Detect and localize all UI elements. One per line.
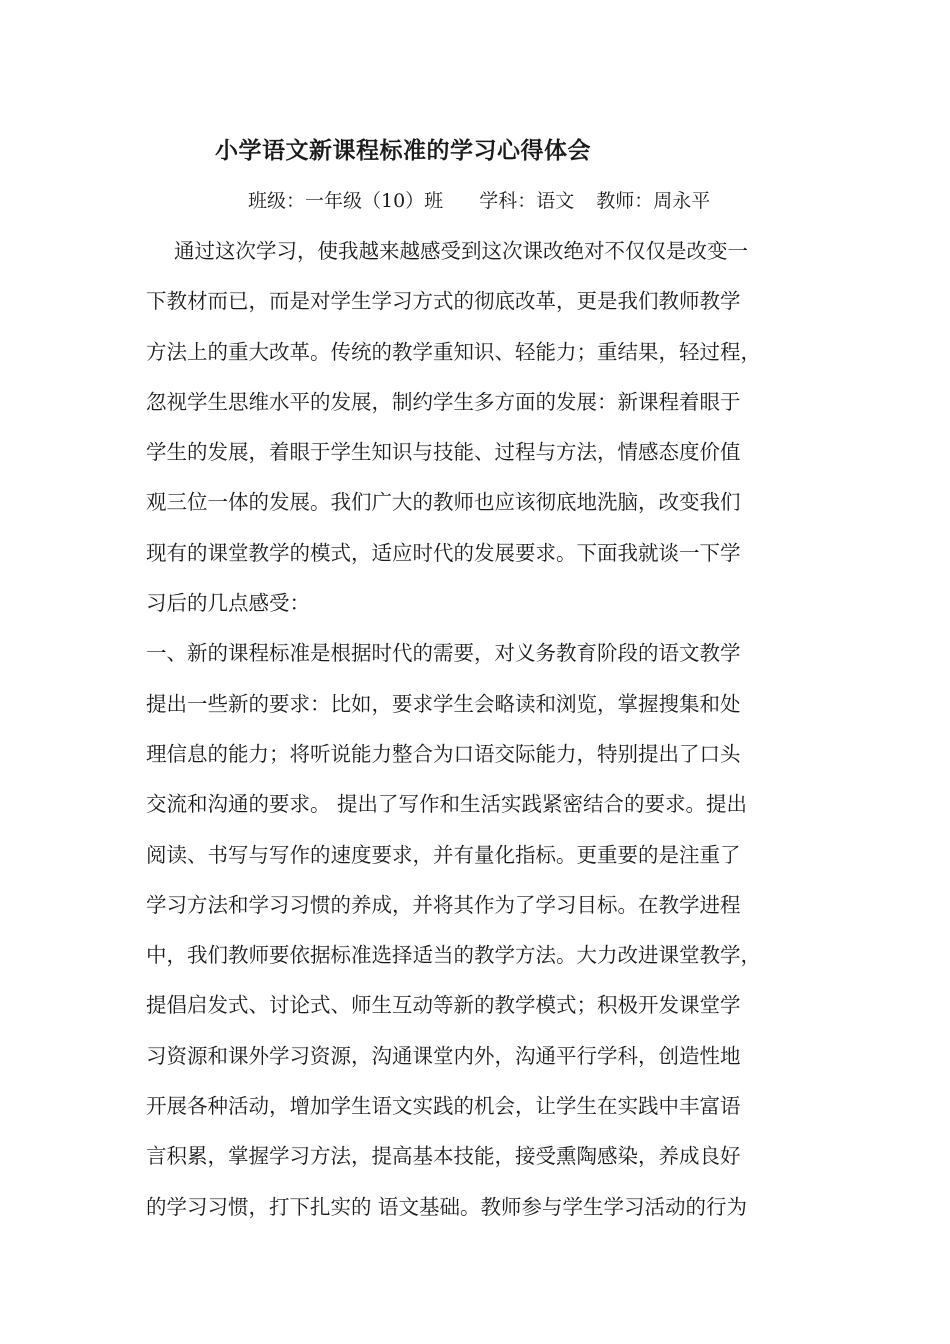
- body-line: 通过这次学习，使我越来越感受到这次课改绝对不仅仅是改变一: [174, 239, 748, 263]
- body-line: 学生的发展，着眼于学生知识与技能、过程与方法，情感态度价值: [146, 440, 741, 465]
- class-info: 班级：一年级（10）班: [248, 190, 444, 212]
- body-line: 理信息的能力；将听说能力整合为口语交际能力，特别提出了口头: [146, 741, 741, 766]
- body-line: 现有的课堂教学的模式，适应时代的发展要求。下面我就谈一下学: [146, 540, 741, 565]
- teacher-info: 教师：周永平: [596, 190, 711, 212]
- body-line: 交流和沟通的要求。 提出了写作和生活实践紧密结合的要求。提出: [146, 792, 748, 817]
- body-line: 下教材而已，而是对学生学习方式的彻底改革，更是我们教师教学: [146, 289, 741, 314]
- body-line: 开展各种活动，增加学生语文实践的机会，让学生在实践中丰富语: [146, 1094, 741, 1119]
- body-line: 学习方法和学习习惯的养成，并将其作为了学习目标。在教学进程: [146, 892, 741, 917]
- body-line: 中，我们教师要依据标准选择适当的教学方法。大力改进课堂教学，: [146, 943, 761, 968]
- document-meta: [248, 186, 710, 213]
- document-title: 小学语文新课程标准的学习心得体会: [215, 137, 591, 164]
- document-body: [146, 232, 836, 1238]
- body-line: 阅读、书写与写作的速度要求，并有量化指标。更重要的是注重了: [146, 842, 741, 867]
- body-line: 的学习习惯，打下扎实的 语文基础。教师参与学生学习活动的行为: [146, 1194, 748, 1219]
- body-line: 方法上的重大改革。传统的教学重知识、轻能力；重结果，轻过程，: [146, 339, 761, 364]
- body-line: 观三位一体的发展。我们广大的教师也应该彻底地洗脑，改变我们: [146, 490, 741, 515]
- body-line: 一、新的课程标准是根据时代的需要，对义务教育阶段的语文教学: [146, 641, 741, 666]
- subject-info: 学科：语文: [479, 190, 575, 212]
- body-line: 提倡启发式、讨论式、师生互动等新的教学模式；积极开发课堂学: [146, 993, 741, 1018]
- body-line: 习资源和课外学习资源，沟通课堂内外，沟通平行学科，创造性地: [146, 1043, 741, 1068]
- body-line: 忽视学生思维水平的发展，制约学生多方面的发展：新课程着眼于: [146, 389, 741, 414]
- body-line: 习后的几点感受：: [146, 591, 310, 616]
- body-line: 提出一些新的要求：比如，要求学生会略读和浏览，掌握搜集和处: [146, 691, 741, 716]
- body-line: 言积累，掌握学习方法，提高基本技能，接受熏陶感染，养成良好: [146, 1144, 741, 1169]
